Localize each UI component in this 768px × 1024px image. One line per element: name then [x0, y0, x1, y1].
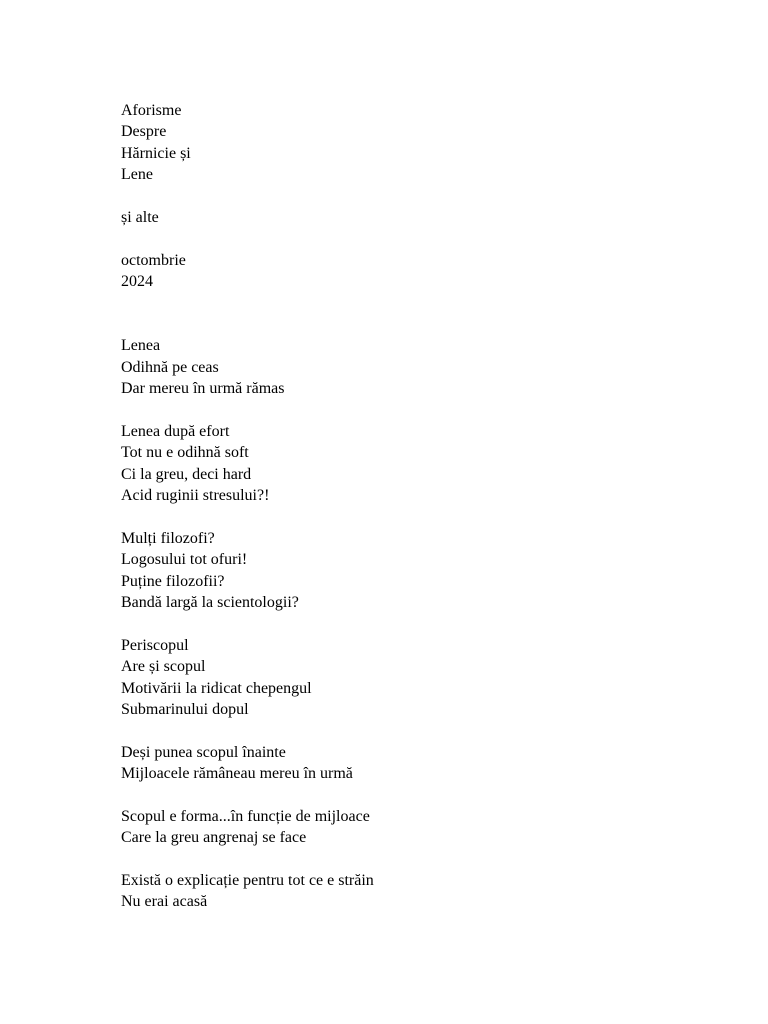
- subtitle: și alte: [121, 208, 159, 226]
- spacer: [121, 506, 721, 527]
- spacer: [121, 720, 721, 741]
- stanza-line: Care la greu angrenaj se face: [121, 829, 307, 847]
- spacer: [121, 613, 721, 634]
- stanza-line: Submarinului dopul: [121, 700, 249, 718]
- stanza-line: Lenea: [121, 337, 161, 355]
- stanza-line: Deși punea scopul înainte: [121, 743, 286, 761]
- stanza: [121, 421, 721, 507]
- stanza-line: Odihnă pe ceas: [121, 358, 219, 376]
- stanza: [121, 742, 721, 785]
- stanza-line: Există o explicație pentru tot ce e străin: [121, 872, 374, 890]
- stanza: [121, 528, 721, 614]
- stanza: [121, 635, 721, 721]
- stanza-line: Dar mereu în urmă rămas: [121, 380, 285, 398]
- title-line: Aforisme: [121, 102, 182, 119]
- stanza-line: Scopul e forma...în funcție de mijloace: [121, 807, 370, 825]
- stanza-line: Motivării la ridicat chepengul: [121, 679, 312, 697]
- stanza-line: Acid ruginii stresului?!: [121, 487, 270, 505]
- stanza: [121, 870, 721, 913]
- stanza-line: Puține filozofii?: [121, 572, 225, 590]
- stanza-line: Are și scopul: [121, 658, 206, 676]
- spacer: [121, 849, 721, 870]
- date-month: octombrie: [121, 251, 186, 269]
- stanza-line: Tot nu e odihnă soft: [121, 444, 249, 462]
- title-line: Lene: [121, 166, 153, 184]
- stanza-line: Mulți filozofi?: [121, 529, 215, 547]
- stanza: [121, 335, 721, 399]
- title-block: [121, 100, 721, 293]
- stanza-line: Mijloacele rămâneau mereu în urmă: [121, 765, 353, 783]
- date-year: 2024: [121, 273, 153, 291]
- spacer: [121, 399, 721, 420]
- stanza-line: Nu erai acasă: [121, 893, 208, 911]
- stanza-line: Periscopul: [121, 636, 189, 654]
- stanza-line: Ci la greu, deci hard: [121, 465, 252, 483]
- stanza-line: Lenea după efort: [121, 422, 230, 440]
- spacer: [121, 293, 721, 336]
- title-line: Hărnicie și: [121, 144, 191, 162]
- document-page: [121, 100, 721, 913]
- stanza-line: Bandă largă la scientologii?: [121, 594, 299, 611]
- title-line: Despre: [121, 123, 167, 141]
- stanza-line: Logosului tot ofuri!: [121, 551, 248, 569]
- spacer: [121, 186, 721, 207]
- stanza: [121, 806, 721, 849]
- spacer: [121, 228, 721, 249]
- spacer: [121, 785, 721, 806]
